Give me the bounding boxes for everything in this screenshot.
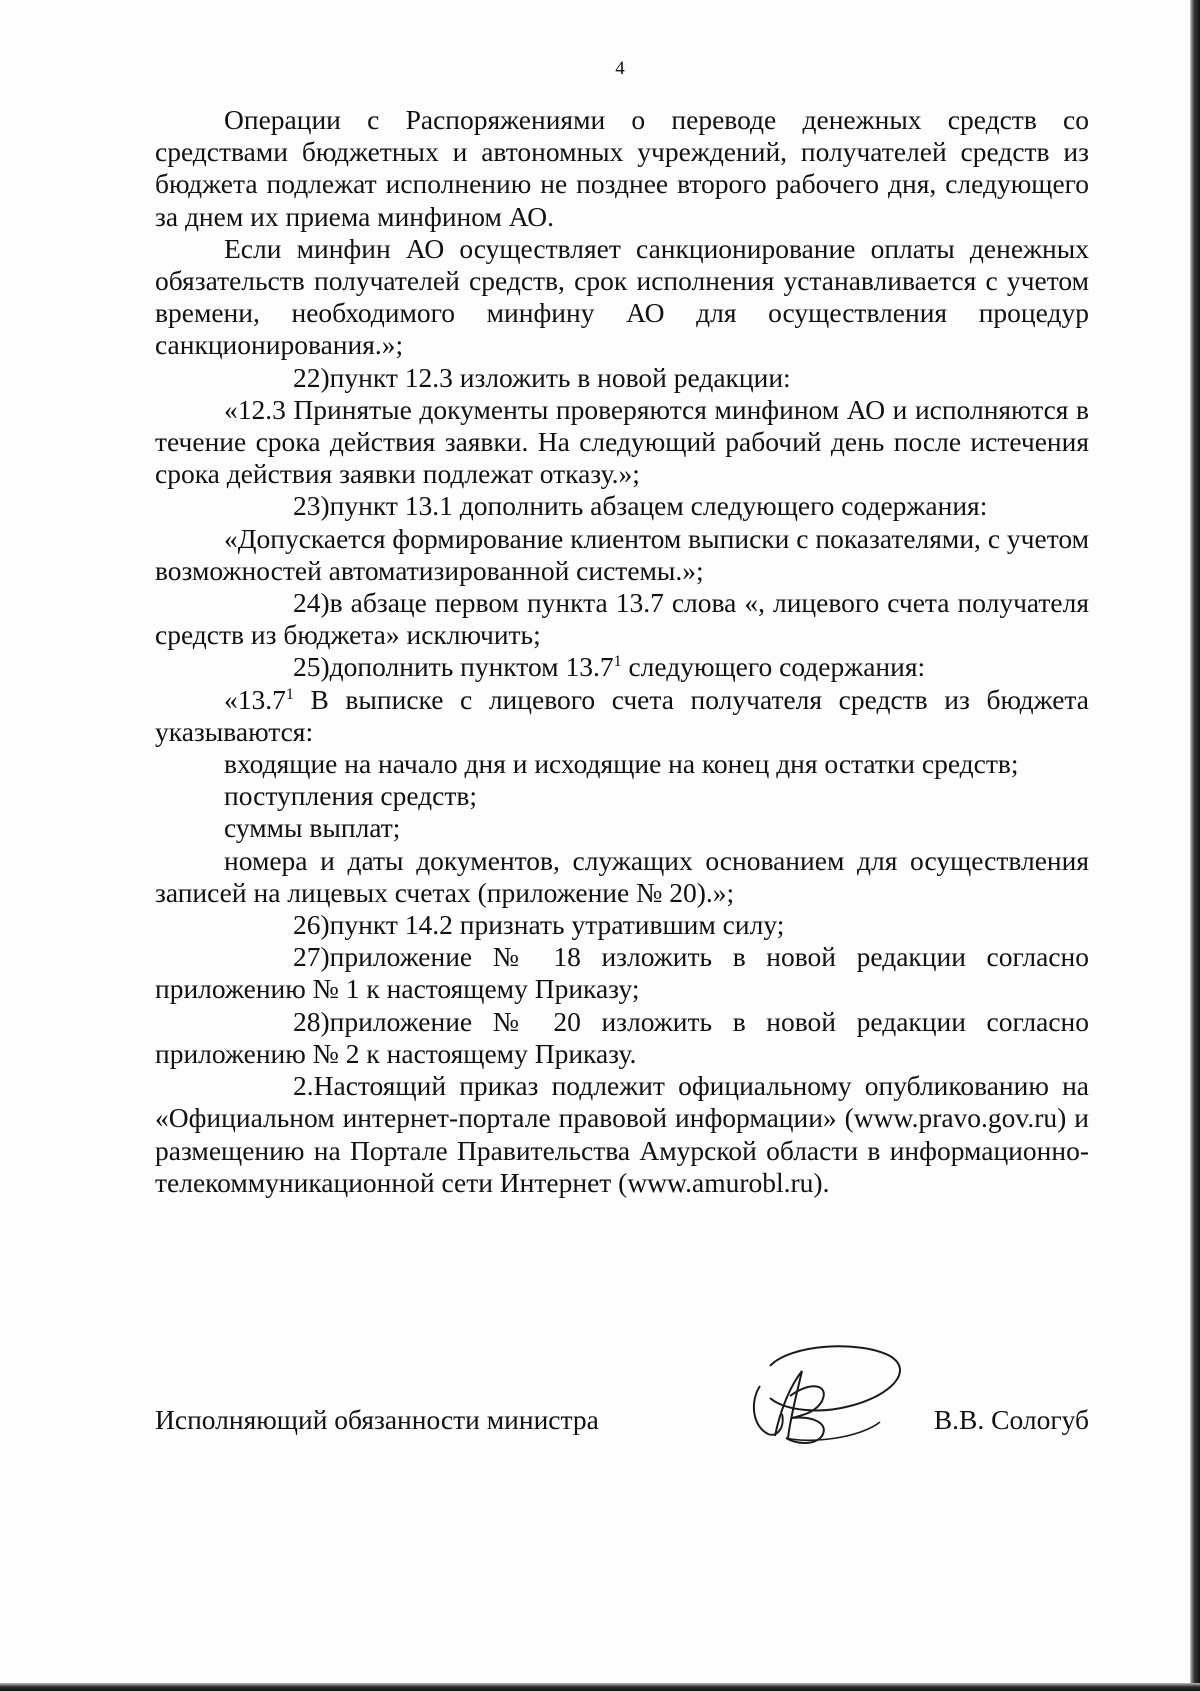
signatory-title: Исполняющий обязанности министра [155, 1404, 599, 1435]
item-2-publication [155, 1070, 1089, 1199]
signature-block [155, 1404, 1089, 1444]
item-text: пункт 12.3 изложить в новой редакции: [329, 361, 791, 393]
item-number: 2. [293, 1070, 314, 1102]
page-number: 4 [615, 58, 625, 79]
item-text: Настоящий приказ подлежит официальному опубликованию на «Официальном интернет-портале правовой информации» (www.pravo.gov.ru) и размещению на Портале Правительства Амурской области в информационно-телекоммуникационной сети Интернет (www.amurobl.ru). [155, 1070, 1089, 1198]
paragraph-text: входящие на начало дня и исходящие на конец дня остатки средств; [224, 748, 1019, 780]
paragraph-text: «Допускается формирование клиентом выписки с показателями, с учетом возможностей автоматизированной системы.»; [155, 522, 1089, 586]
paragraph-13-7-1 [155, 684, 1089, 748]
signatory-name: В.В. Сологуб [933, 1404, 1089, 1435]
paragraph-sanction [155, 233, 1089, 362]
item-27 [155, 941, 1089, 1005]
item-text: следующего содержания: [628, 651, 926, 683]
superscript: 1 [613, 653, 622, 671]
item-text-before: дополнить пунктом 13.7 [329, 651, 614, 683]
superscript: 1 [285, 685, 294, 703]
item-text: приложение № 18 изложить в новой редакции согласно приложению № 1 к настоящему Приказу; [155, 941, 1089, 1005]
item-24 [155, 587, 1089, 651]
scan-edge-bottom [0, 1683, 1200, 1691]
item-text: пункт 14.2 признать утратившим силу; [329, 909, 785, 941]
paragraph-statement [155, 523, 1089, 587]
item-text: приложение № 20 изложить в новой редакции согласно приложению № 2 к настоящему Приказу. [155, 1005, 1089, 1069]
item-text: пункт 13.1 дополнить абзацем следующего содержания: [329, 490, 988, 522]
paragraph-12-3 [155, 394, 1089, 491]
paragraph-text: Операции с Распоряжениями о переводе денежных средств со средствами бюджетных и автономных учреждений, получателей средств из бюджета подлежат исполнению не позднее второго рабочего дня, следующего за днем их приема минфином АО. [155, 104, 1089, 232]
item-number: 22) [293, 361, 330, 393]
item-26 [155, 909, 1089, 941]
paragraph-operations [155, 104, 1089, 233]
item-number: 27) [293, 941, 330, 973]
paragraph-text: Если минфин АО осуществляет санкционирование оплаты денежных обязательств получателей средств, срок исполнения устанавливается с учетом времени, необходимого минфину АО для осуществления процедур санкционирования.»; [155, 232, 1089, 361]
item-25 [155, 651, 1089, 683]
paragraph-documents [155, 845, 1089, 909]
paragraph-text: «12.3 Принятые документы проверяются минфином АО и исполняются в течение срока действия заявки. На следующий рабочий день после истечения срока действия заявки подлежат отказу.»; [155, 393, 1089, 490]
paragraph-text: номера и даты документов, служащих основанием для осуществления записей на лицевых счетах (приложение № 20).»; [155, 844, 1089, 908]
item-28 [155, 1006, 1089, 1070]
item-number: 23) [293, 490, 330, 522]
document-body [155, 104, 1089, 1199]
paragraph-text: поступления средств; [224, 780, 478, 812]
item-text: в абзаце первом пункта 13.7 слова «, лицевого счета получателя средств из бюджета» исключить; [155, 587, 1089, 651]
item-22 [155, 362, 1089, 394]
paragraph-text-before: «13.7 [224, 683, 286, 715]
paragraph-balances [155, 748, 1089, 780]
paragraph-payments [155, 812, 1089, 844]
item-23 [155, 490, 1089, 522]
paragraph-text: В выписке с лицевого счета получателя средств из бюджета указываются: [155, 683, 1089, 747]
item-number: 28) [293, 1005, 330, 1037]
paragraph-text: суммы выплат; [224, 812, 401, 844]
item-number: 24) [293, 587, 330, 619]
paragraph-receipts [155, 780, 1089, 812]
item-number: 26) [293, 909, 330, 941]
item-number: 25) [293, 651, 330, 683]
handwritten-signature [730, 1326, 910, 1456]
scan-edge-right [1190, 0, 1200, 1691]
